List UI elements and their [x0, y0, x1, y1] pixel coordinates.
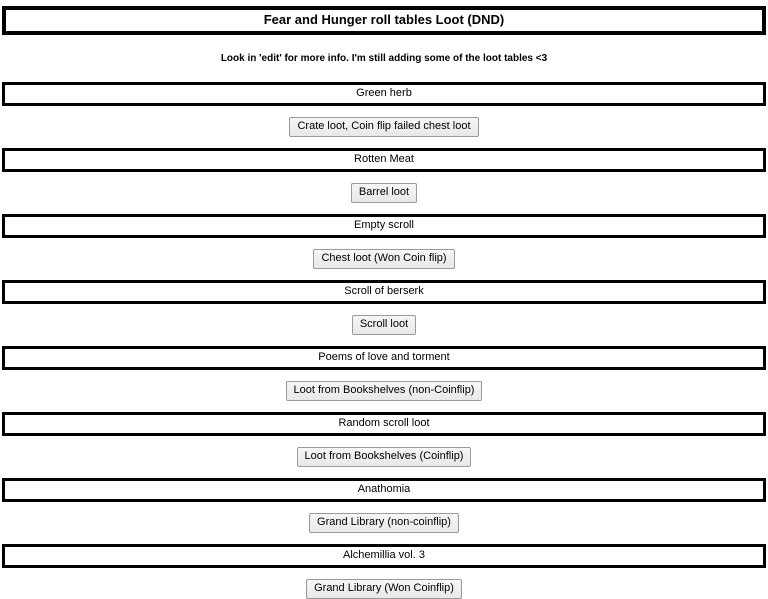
page-title: Fear and Hunger roll tables Loot (DND) [5, 9, 763, 32]
button-row [0, 116, 768, 137]
roll-bookshelves-coinflip-button[interactable]: Loot from Bookshelves (Coinflip) [297, 447, 472, 467]
roll-grand-library-coinflip-button[interactable]: Grand Library (Won Coinflip) [306, 579, 462, 599]
result-frame [2, 544, 766, 568]
page-title-frame [2, 6, 766, 35]
button-row [0, 248, 768, 269]
result-output: Poems of love and torment [4, 348, 764, 368]
button-row [0, 314, 768, 335]
roll-chest-loot-button[interactable]: Chest loot (Won Coin flip) [313, 249, 454, 269]
button-row [0, 446, 768, 467]
result-frame [2, 412, 766, 436]
result-output: Empty scroll [4, 216, 764, 236]
result-frame [2, 214, 766, 238]
page-subtitle: Look in 'edit' for more info. I'm still adding some of the loot tables <3 [220, 53, 548, 64]
result-output: Scroll of berserk [4, 282, 764, 302]
result-output: Rotten Meat [4, 150, 764, 170]
button-row [0, 578, 768, 599]
roll-bookshelves-noncoinflip-button[interactable]: Loot from Bookshelves (non-Coinflip) [286, 381, 483, 401]
result-frame [2, 82, 766, 106]
result-frame [2, 478, 766, 502]
roll-scroll-loot-button[interactable]: Scroll loot [352, 315, 416, 335]
loot-table-page [0, 6, 768, 599]
roll-grand-library-noncoinflip-button[interactable]: Grand Library (non-coinflip) [309, 513, 459, 533]
result-output: Green herb [4, 84, 764, 104]
roll-barrel-loot-button[interactable]: Barrel loot [351, 183, 417, 203]
result-frame [2, 280, 766, 304]
result-output: Alchemillia vol. 3 [4, 546, 764, 566]
roll-crate-loot-button[interactable]: Crate loot, Coin flip failed chest loot [289, 117, 478, 137]
button-row [0, 512, 768, 533]
button-row [0, 380, 768, 401]
result-output: Random scroll loot [4, 414, 764, 434]
result-frame [2, 148, 766, 172]
result-output: Anathomia [4, 480, 764, 500]
result-frame [2, 346, 766, 370]
button-row [0, 182, 768, 203]
